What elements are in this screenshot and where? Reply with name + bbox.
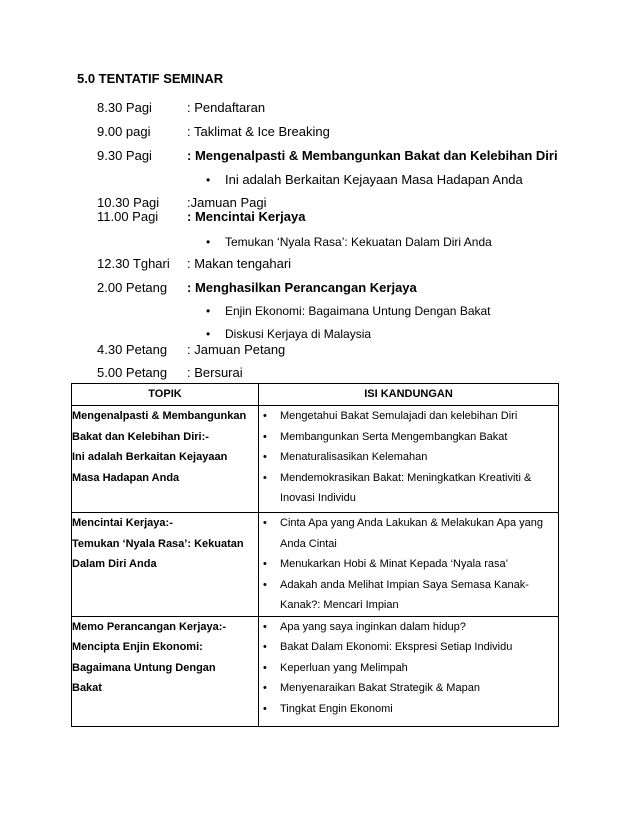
schedule-subitem-text: Enjin Ekonomi: Bagaimana Untung Dengan Bakat	[225, 304, 491, 318]
bullet-icon: •	[263, 682, 267, 694]
list-item	[259, 699, 558, 720]
bullet-icon: •	[263, 620, 267, 633]
topic-cell	[72, 616, 259, 726]
list-item	[259, 678, 558, 699]
bullet-icon: •	[206, 173, 211, 187]
bullet-icon: •	[263, 702, 267, 715]
schedule-activity: : Taklimat & Ice Breaking	[187, 124, 330, 139]
content-list	[259, 617, 558, 720]
list-item-text: Menukarkan Hobi & Minat Kepada ‘Nyala rasa’	[280, 558, 509, 570]
table-row	[72, 616, 559, 726]
content-list	[259, 513, 558, 616]
bullet-icon: •	[263, 451, 267, 463]
schedule-time: 5.00 Petang	[97, 365, 168, 380]
content-list	[259, 406, 558, 509]
list-item	[259, 617, 558, 638]
bullet-icon: •	[206, 327, 211, 341]
list-item	[259, 513, 558, 554]
bullet-icon: •	[263, 471, 267, 484]
schedule-subitem-text: Diskusi Kerjaya di Malaysia	[225, 327, 372, 341]
list-item-text: Tingkat Engin Ekonomi	[280, 702, 393, 715]
schedule-activity: : Pendaftaran	[187, 100, 266, 115]
bullet-icon: •	[263, 517, 267, 529]
topic-line: Memo Perancangan Kerjaya:-	[72, 620, 227, 633]
list-item	[259, 637, 558, 658]
list-item	[259, 575, 558, 616]
content-cell	[259, 406, 559, 513]
list-item	[259, 447, 558, 468]
topic-line: Bakat dan Kelebihan Diri:-	[72, 430, 209, 443]
topic-line: Masa Hadapan Anda	[72, 471, 180, 484]
bullet-icon: •	[206, 304, 211, 318]
bullet-icon: •	[263, 641, 267, 653]
content-cell	[259, 513, 559, 617]
schedule-activity: : Mengenalpasti & Membangunkan Bakat dan Kelebihan Diri	[187, 148, 558, 163]
schedule-activity: : Makan tengahari	[187, 256, 292, 271]
schedule-activity: : Bersurai	[187, 365, 243, 380]
bullet-icon: •	[263, 661, 267, 674]
schedule-activity: : Jamuan Petang	[187, 342, 286, 357]
list-item	[259, 427, 558, 448]
list-item-text: Menaturalisasikan Kelemahan	[280, 451, 428, 463]
topic-cell	[72, 513, 259, 617]
topic-line: Bagaimana Untung Dengan	[72, 661, 216, 674]
list-item-text: Keperluan yang Melimpah	[280, 661, 408, 674]
schedule-activity: :Jamuan Pagi	[187, 195, 267, 210]
schedule-time: 4.30 Petang	[97, 342, 168, 357]
topic-line: Ini adalah Berkaitan Kejayaan	[72, 451, 228, 463]
schedule-time: 9.30 Pagi	[97, 148, 152, 163]
list-item-text: Apa yang saya inginkan dalam hidup?	[280, 620, 466, 633]
bullet-icon: •	[206, 235, 211, 249]
bullet-icon: •	[263, 558, 267, 570]
topic-cell	[72, 406, 259, 513]
schedule-activity: : Menghasilkan Perancangan Kerjaya	[187, 280, 417, 295]
content-table	[71, 383, 559, 727]
bullet-icon: •	[263, 430, 267, 443]
list-item-text: Membangunkan Serta Mengembangkan Bakat	[280, 430, 508, 443]
list-item-text: Adakah anda Melihat Impian Saya Semasa Kanak-Kanak?: Mencari Impian	[280, 578, 529, 611]
header-topic: TOPIK	[72, 384, 259, 406]
header-content: ISI KANDUNGAN	[259, 384, 559, 406]
topic-line: Bakat	[72, 682, 102, 694]
list-item	[259, 468, 558, 509]
list-item-text: Mengetahui Bakat Semulajadi dan kelebihan Diri	[280, 410, 518, 422]
schedule-time: 9.00 pagi	[97, 124, 151, 139]
schedule-activity: : Mencintai Kerjaya	[187, 209, 306, 224]
schedule-time: 11.00 Pagi	[97, 209, 159, 224]
list-item-text: Mendemokrasikan Bakat: Meningkatkan Kreativiti & Inovasi Individu	[280, 471, 532, 504]
list-item	[259, 658, 558, 679]
topic-line: Mencipta Enjin Ekonomi:	[72, 641, 203, 653]
schedule-time: 10.30 Pagi	[97, 195, 160, 210]
list-item-text: Bakat Dalam Ekonomi: Ekspresi Setiap Individu	[280, 641, 513, 653]
list-item-text: Cinta Apa yang Anda Lakukan & Melakukan Apa yang Anda Cintai	[280, 517, 543, 550]
bullet-icon: •	[263, 410, 267, 422]
topic-line: Mencintai Kerjaya:-	[72, 517, 173, 529]
schedule-subitem-text: Temukan ‘Nyala Rasa’: Kekuatan Dalam Diri Anda	[225, 235, 492, 249]
schedule-subitem-text: Ini adalah Berkaitan Kejayaan Masa Hadapan Anda	[225, 172, 523, 187]
list-item	[259, 406, 558, 427]
section-heading: 5.0 TENTATIF SEMINAR	[77, 71, 224, 86]
table-row	[72, 406, 559, 513]
schedule-time: 8.30 Pagi	[97, 100, 152, 115]
topic-line: Dalam Diri Anda	[72, 558, 157, 570]
topic-line: Temukan ‘Nyala Rasa’: Kekuatan	[72, 537, 244, 550]
list-item-text: Menyenaraikan Bakat Strategik & Mapan	[280, 682, 480, 694]
schedule-time: 12.30 Tghari	[97, 256, 170, 271]
list-item	[259, 554, 558, 575]
topic-line: Mengenalpasti & Membangunkan	[72, 410, 247, 422]
bullet-icon: •	[263, 578, 267, 591]
table-row	[72, 513, 559, 617]
content-cell	[259, 616, 559, 726]
schedule-time: 2.00 Petang	[97, 280, 168, 295]
table-header-row	[72, 384, 559, 406]
